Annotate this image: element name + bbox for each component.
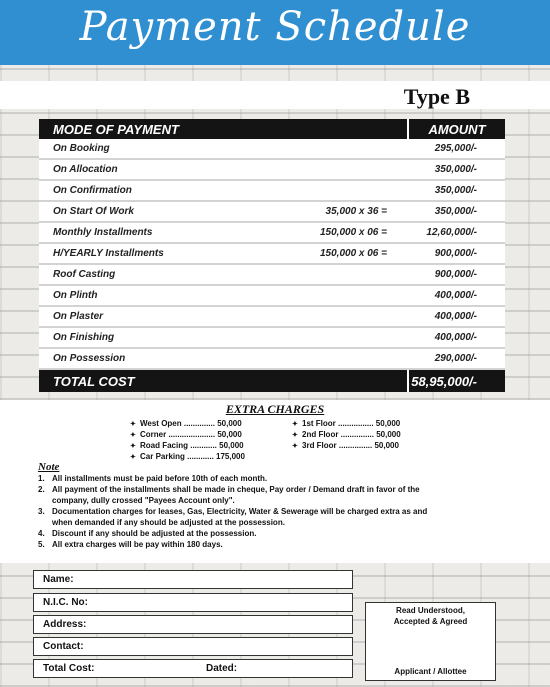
header-banner	[0, 0, 550, 65]
extra-charge-text: Corner ..................... 50,000	[140, 430, 242, 439]
table-row	[39, 159, 505, 180]
note-number: 4.	[38, 529, 45, 538]
page-title: Payment Schedule	[79, 4, 471, 50]
note-number: 1.	[38, 474, 45, 483]
extra-charge-text: West Open .............. 50,000	[140, 419, 242, 428]
note-item	[38, 539, 438, 550]
table-row	[39, 180, 505, 201]
total-cost-dated-field[interactable]	[33, 659, 353, 678]
note-title: Note	[38, 461, 60, 473]
extra-charges-right-list	[292, 418, 401, 451]
extra-charge-item	[292, 429, 401, 440]
payment-mode-cell: On Confirmation	[39, 180, 227, 201]
payment-calculation-cell	[227, 139, 408, 159]
note-text: All payment of the installments shall be made in cheque, Pay order / Demand draft in favor of the company, dully crossed "Payees Account only".	[52, 485, 420, 505]
payment-calculation-cell	[227, 327, 408, 348]
payment-amount-cell: 290,000/-	[408, 348, 505, 369]
notes-list	[38, 473, 438, 550]
contact-label: Contact:	[43, 641, 84, 652]
payment-mode-cell: On Plaster	[39, 306, 227, 327]
extra-charge-item	[292, 440, 401, 451]
extra-charge-text: 1st Floor ................ 50,000	[302, 419, 401, 428]
extra-charge-text: 2nd Floor ............... 50,000	[302, 430, 401, 439]
payment-calculation-cell: 35,000 x 36 =	[227, 201, 408, 222]
address-label: Address:	[43, 619, 87, 630]
name-field[interactable]	[33, 570, 353, 589]
payment-calculation-cell	[227, 306, 408, 327]
payment-calculation-cell	[227, 264, 408, 285]
note-item	[38, 506, 438, 528]
payment-calculation-cell: 150,000 x 06 =	[227, 243, 408, 264]
total-cost-amount: 58,95,000/-	[408, 369, 505, 392]
note-text: All installments must be paid before 10th of each month.	[52, 474, 268, 483]
note-item	[38, 473, 438, 484]
bullet-icon: ✦	[130, 432, 136, 439]
address-field[interactable]	[33, 615, 353, 634]
note-text: Documentation charges for leases, Gas, Electricity, Water & Sewerage will be charged extra as and when demanded if any should be adjusted at the possession.	[52, 507, 428, 527]
payment-amount-cell: 350,000/-	[408, 180, 505, 201]
extra-charge-item	[130, 440, 245, 451]
bullet-icon: ✦	[292, 432, 298, 439]
note-number: 3.	[38, 507, 45, 516]
name-label: Name:	[43, 574, 74, 585]
payment-calculation-cell	[227, 285, 408, 306]
payment-mode-cell: On Possession	[39, 348, 227, 369]
table-row	[39, 243, 505, 264]
dated-field-label: Dated:	[206, 663, 238, 674]
extra-charge-text: Road Facing ............ 50,000	[140, 441, 244, 450]
note-item	[38, 484, 438, 506]
note-text: All extra charges will be pay within 180 days.	[52, 540, 223, 549]
payment-mode-cell: On Plinth	[39, 285, 227, 306]
table-row	[39, 139, 505, 159]
payment-amount-cell: 350,000/-	[408, 201, 505, 222]
agreement-text	[366, 605, 495, 627]
table-row	[39, 285, 505, 306]
table-row	[39, 264, 505, 285]
applicant-signature-label: Applicant / Allottee	[394, 667, 467, 676]
total-cost-field-label: Total Cost:	[43, 663, 95, 674]
payment-amount-cell: 12,60,000/-	[408, 222, 505, 243]
total-cost-row	[39, 369, 505, 392]
extra-charges-left-list	[130, 418, 245, 462]
contact-field[interactable]	[33, 637, 353, 656]
payment-amount-cell: 295,000/-	[408, 139, 505, 159]
agreement-line: Read Understood,	[396, 606, 465, 615]
payment-amount-cell: 900,000/-	[408, 264, 505, 285]
payment-mode-cell: Monthly Installments	[39, 222, 227, 243]
agreement-signature-box[interactable]	[365, 602, 496, 681]
table-row	[39, 327, 505, 348]
payment-mode-cell: H/YEARLY Installments	[39, 243, 227, 264]
nic-label: N.I.C. No:	[43, 597, 88, 608]
nic-field[interactable]	[33, 593, 353, 612]
total-cost-label: TOTAL COST	[39, 369, 408, 392]
extra-charge-item	[130, 451, 245, 462]
note-text: Discount if any should be adjusted at the possession.	[52, 529, 257, 538]
note-item	[38, 528, 438, 539]
payment-schedule-table	[39, 119, 505, 392]
amount-header: AMOUNT	[408, 119, 505, 139]
extra-charge-item	[292, 418, 401, 429]
payment-amount-cell: 900,000/-	[408, 243, 505, 264]
table-row	[39, 201, 505, 222]
payment-calculation-cell	[227, 159, 408, 180]
extra-charge-item	[130, 429, 245, 440]
mode-of-payment-header: MODE OF PAYMENT	[39, 119, 408, 139]
extra-charge-text: 3rd Floor ............... 50,000	[302, 441, 399, 450]
payment-mode-cell: On Start Of Work	[39, 201, 227, 222]
table-row	[39, 222, 505, 243]
table-row	[39, 306, 505, 327]
bullet-icon: ✦	[130, 443, 136, 450]
bullet-icon: ✦	[130, 454, 136, 461]
payment-amount-cell: 400,000/-	[408, 306, 505, 327]
payment-amount-cell: 350,000/-	[408, 159, 505, 180]
note-number: 5.	[38, 540, 45, 549]
payment-amount-cell: 400,000/-	[408, 285, 505, 306]
table-header-row	[39, 119, 505, 139]
payment-calculation-cell: 150,000 x 06 =	[227, 222, 408, 243]
payment-calculation-cell	[227, 348, 408, 369]
payment-mode-cell: On Finishing	[39, 327, 227, 348]
agreement-line: Accepted & Agreed	[393, 617, 468, 626]
plan-type-label: Type B	[403, 84, 470, 109]
bullet-icon: ✦	[292, 421, 298, 428]
extra-charges-title: EXTRA CHARGES	[225, 402, 325, 416]
payment-amount-cell: 400,000/-	[408, 327, 505, 348]
payment-mode-cell: Roof Casting	[39, 264, 227, 285]
table-row	[39, 348, 505, 369]
extra-charge-text: Car Parking ............ 175,000	[140, 452, 245, 461]
bullet-icon: ✦	[130, 421, 136, 428]
note-number: 2.	[38, 485, 45, 494]
payment-calculation-cell	[227, 180, 408, 201]
payment-mode-cell: On Allocation	[39, 159, 227, 180]
extra-charge-item	[130, 418, 245, 429]
payment-mode-cell: On Booking	[39, 139, 227, 159]
bullet-icon: ✦	[292, 443, 298, 450]
